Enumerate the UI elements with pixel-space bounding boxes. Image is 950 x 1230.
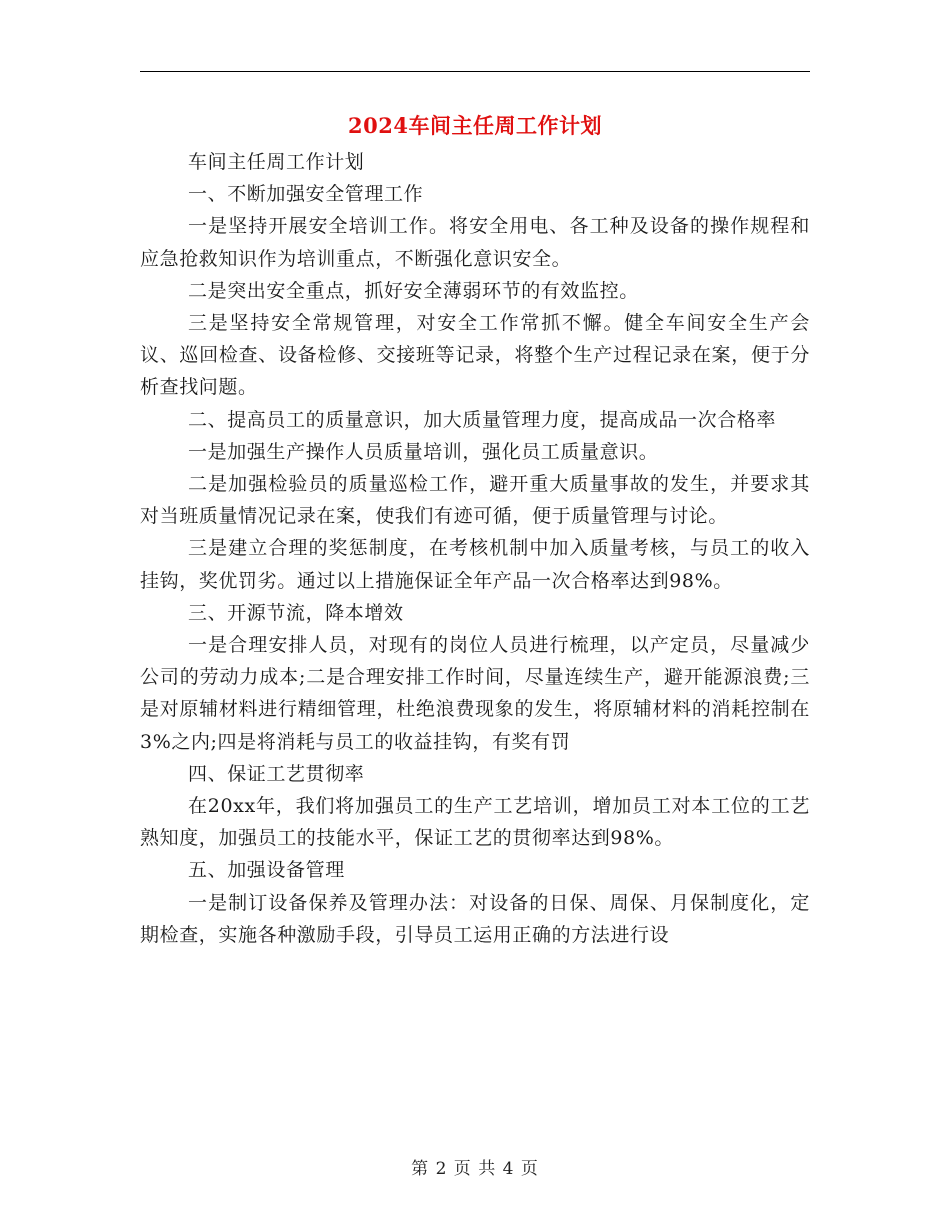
section-heading: 三、开源节流，降本增效 [188, 601, 404, 624]
paragraph: 在20xx年，我们将加强员工的生产工艺培训，增加员工对本工位的工艺熟知度，加强员工的技能水平，保证工艺的贯彻率达到98%。 [140, 795, 810, 850]
header-rule [140, 71, 810, 72]
section-heading: 五、加强设备管理 [188, 859, 345, 882]
paragraph: 一是合理安排人员，对现有的岗位人员进行梳理，以产定员，尽量减少公司的劳动力成本;二是合理安排工作时间，尽量连续生产，避开能源浪费;三是对原辅材料进行精细管理，杜绝浪费现象的发生，将原辅材料的消耗控制在3%之内;四是将消耗与员工的收益挂钩，有奖有罚 [140, 634, 810, 753]
section-heading: 四、保证工艺贯彻率 [188, 762, 365, 785]
paragraph: 二是突出安全重点，抓好安全薄弱环节的有效监控。 [188, 279, 639, 302]
section-heading: 一、不断加强安全管理工作 [188, 183, 424, 206]
paragraph: 一是制订设备保养及管理办法：对设备的日保、周保、月保制度化，定期检查，实施各种激励手段，引导员工运用正确的方法进行设 [140, 891, 810, 946]
paragraph: 二是加强检验员的质量巡检工作，避开重大质量事故的发生，并要求其对当班质量情况记录在案，使我们有迹可循，便于质量管理与讨论。 [140, 473, 810, 528]
document-title: 2024车间主任周工作计划 [348, 113, 602, 138]
paragraph: 一是坚持开展安全培训工作。将安全用电、各工种及设备的操作规程和应急抢救知识作为培训重点，不断强化意识安全。 [140, 215, 810, 270]
section-heading: 二、提高员工的质量意识，加大质量管理力度，提高成品一次合格率 [188, 408, 777, 431]
page-footer: 第 2 页 共 4 页 [411, 1159, 539, 1179]
paragraph: 三是建立合理的奖惩制度，在考核机制中加入质量考核，与员工的收入挂钩，奖优罚劣。通过以上措施保证全年产品一次合格率达到98%。 [140, 537, 810, 592]
paragraph: 三是坚持安全常规管理，对安全工作常抓不懈。健全车间安全生产会议、巡回检查、设备检修、交接班等记录，将整个生产过程记录在案，便于分析查找问题。 [140, 312, 810, 399]
paragraph: 车间主任周工作计划 [188, 151, 365, 173]
document-body [140, 146, 810, 951]
paragraph: 一是加强生产操作人员质量培训，强化员工质量意识。 [188, 440, 659, 463]
